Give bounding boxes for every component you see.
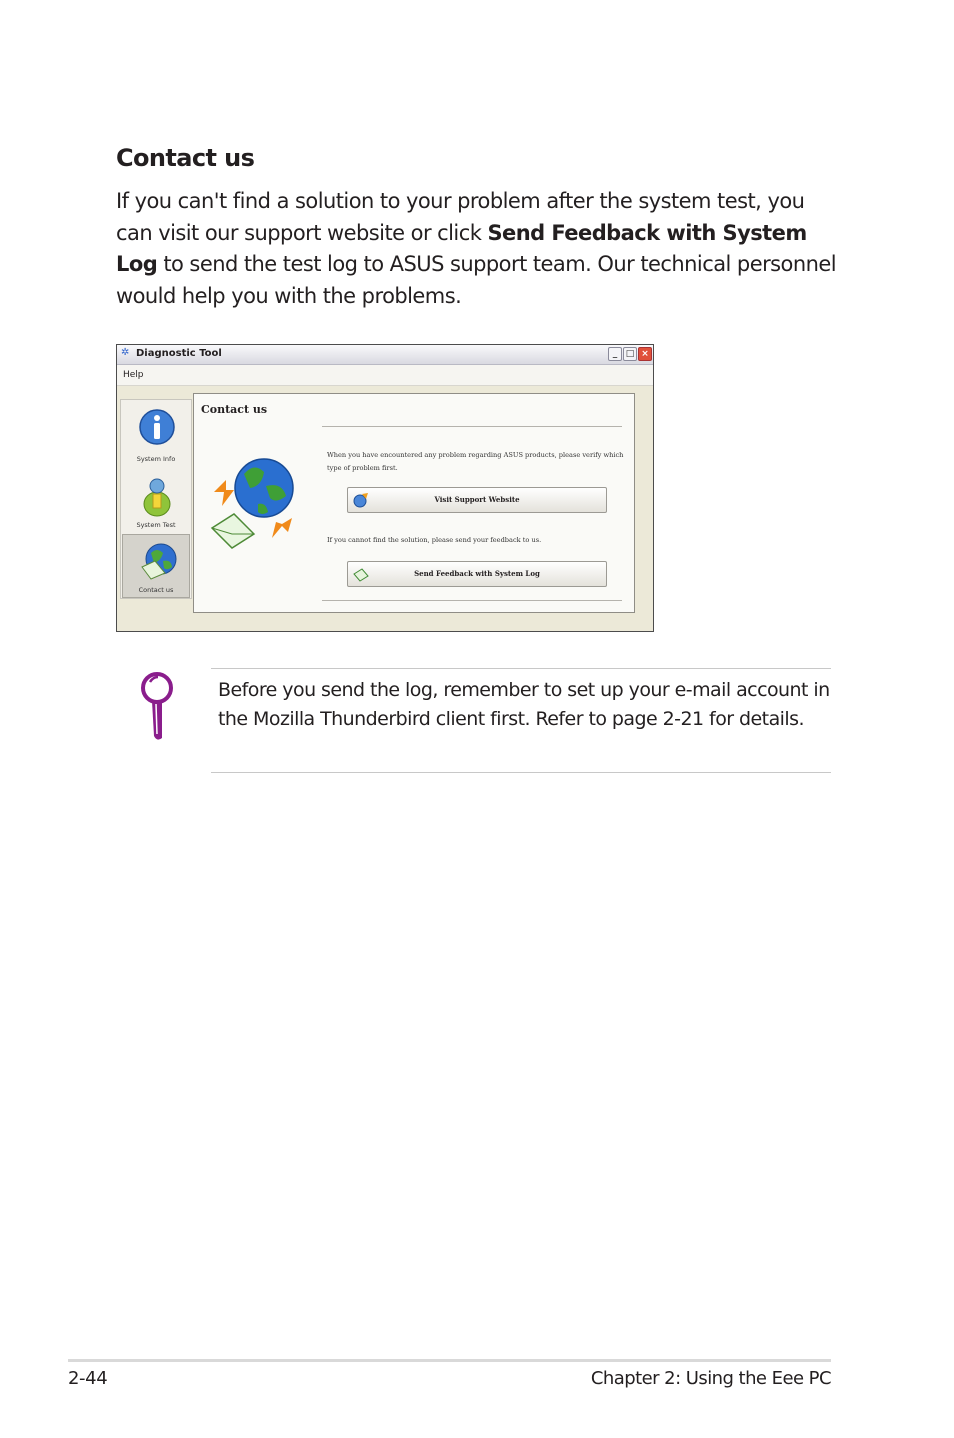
- visit-support-website-button[interactable]: [347, 487, 607, 513]
- note-icon: [140, 668, 176, 744]
- sidebar-item-label: System Test: [136, 521, 176, 529]
- sidebar-item-system-info[interactable]: [122, 402, 190, 466]
- divider-bottom: [322, 600, 622, 601]
- feedback-button-label: Send Feedback with System Log: [414, 569, 540, 578]
- content-title: Contact us: [201, 403, 268, 416]
- divider-top: [322, 426, 622, 427]
- sidebar-item-system-test[interactable]: [122, 468, 190, 532]
- send-feedback-button[interactable]: [347, 561, 607, 587]
- web-icon: [352, 492, 370, 508]
- menu-help[interactable]: Help: [123, 370, 144, 380]
- close-button[interactable]: ×: [638, 347, 652, 361]
- intro-text-1: If you can't find a solution to your problem after the system test, you can visit our support website or click: [116, 189, 805, 245]
- note-text: Before you send the log, remember to set up your e-mail account in the Mozilla Thunderbird client first. Refer to page 2-21 for details.: [218, 679, 830, 730]
- system-test-icon: [138, 474, 176, 518]
- diagnostic-tool-window: [116, 344, 654, 632]
- sidebar-item-label: System Info: [136, 455, 176, 463]
- sidebar: [120, 399, 192, 599]
- note-top-rule: [211, 668, 831, 669]
- section-heading: Contact us: [116, 144, 255, 172]
- app-icon: ✲: [121, 347, 130, 358]
- note-bottom-rule: [211, 772, 831, 773]
- chapter-title: Chapter 2: Using the Eee PC: [590, 1368, 831, 1389]
- info-icon: [138, 408, 176, 448]
- content-panel: [193, 393, 635, 613]
- maximize-button[interactable]: □: [623, 347, 637, 361]
- mail-icon: [352, 566, 370, 582]
- globe-mail-icon: [139, 541, 179, 583]
- sidebar-item-label: Contact us: [138, 586, 174, 594]
- intro-text-2: to send the test log to ASUS support team. Our technical personnel would help you with the problems.: [116, 252, 837, 309]
- window-titlebar[interactable]: [117, 345, 653, 365]
- page-number: 2-44: [68, 1368, 108, 1389]
- intro-bold-text: Send Feedback with System Log: [116, 220, 807, 277]
- contact-globe-icon: [206, 452, 302, 552]
- window-title: Diagnostic Tool: [136, 348, 222, 359]
- intro-paragraph: [116, 186, 846, 313]
- menu-bar: [117, 365, 653, 386]
- feedback-description: If you cannot find the solution, please send your feedback to us.: [327, 536, 542, 544]
- sidebar-item-contact-us[interactable]: [122, 534, 190, 598]
- minimize-button[interactable]: _: [608, 347, 622, 361]
- visit-button-label: Visit Support Website: [434, 495, 520, 504]
- problem-description: When you have encountered any problem regarding ASUS products, please verify which type of problem first.: [327, 451, 624, 472]
- footer-rule: [68, 1359, 831, 1362]
